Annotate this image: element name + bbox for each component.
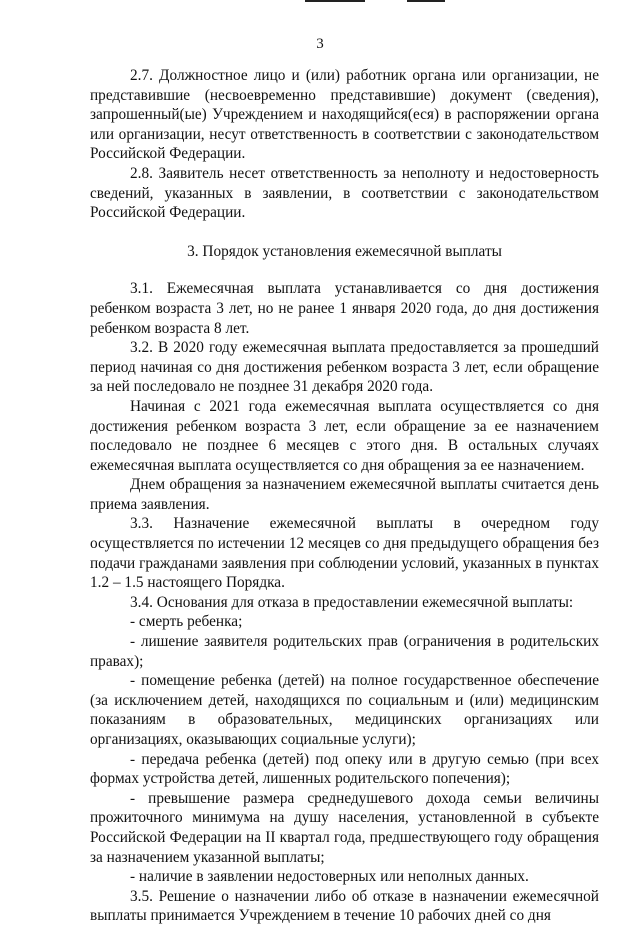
- list-item: - наличие в заявлении недостоверных или неполных данных.: [130, 868, 529, 886]
- list-item: - передача ребенка (детей) под опеку или в другую семью (при всех формах устройства детей, лишенных родительского попечения);: [90, 750, 599, 788]
- section-heading: 3. Порядок установления ежемесячной выплаты: [187, 242, 502, 260]
- paragraph-2-8: 2.8. Заявитель несет ответственность за неполноту и недостоверность сведений, указанных в заявлении, в соответствии с законодательством Российской Федерации.: [90, 164, 599, 222]
- paragraph-3-5: 3.5. Решение о назначении либо об отказе в назначении ежемесячной выплаты принимается Учреждением в течение 10 рабочих дней со дня: [90, 887, 599, 925]
- paragraph-3-3: 3.3. Назначение ежемесячной выплаты в очередном году осуществляется по истечении 12 месяцев со дня предыдущего обращения без подачи гражданами заявления при соблюдении условий, указанных в пунктах 1.2 – 1.5 настоящего Порядка.: [90, 515, 599, 592]
- paragraph-3-4: 3.4. Основания для отказа в предоставлении ежемесячной выплаты:: [130, 593, 574, 611]
- list-item: - превышение размера среднедушевого дохода семьи величины прожиточного минимума на душу населения, установленной в субъекте Российской Федерации на II квартал года, предшествующего году обращения за назначением указанной выплаты;: [90, 789, 599, 866]
- list-item: - смерть ребенка;: [130, 613, 243, 631]
- top-border-mark: [407, 0, 445, 2]
- top-border-mark: [305, 0, 365, 2]
- list-item: - помещение ребенка (детей) на полное государственное обеспечение (за исключением детей, находящихся по социальным и (или) медицинским показаниям в образовательных, медицинских организациях или организациях, оказывающих социальные услуги);: [90, 672, 599, 748]
- document-body: [90, 66, 599, 926]
- paragraph-application-day: Днем обращения за назначением ежемесячной выплаты считается день приема заявления.: [90, 476, 599, 513]
- page-number: 3: [316, 36, 324, 52]
- paragraph-2-7: 2.7. Должностное лицо и (или) работник органа или организации, не представившие (несвоевременно представившие) документ (сведения), запрошенный(ые) Учреждением и находящийся(еся) в распоряжении органа или организации, несут ответственность в соответствии с законодательством Российской Федерации.: [90, 67, 599, 163]
- paragraph-3-2: 3.2. В 2020 году ежемесячная выплата предоставляется за прошедший период начиная со дня достижения ребенком возраста 3 лет, если обращение за ней последовало не позднее 31 декабря 2020 года.: [90, 339, 599, 396]
- list-item: - лишение заявителя родительских прав (ограничения в родительских правах);: [90, 633, 599, 670]
- paragraph-2021: Начиная с 2021 года ежемесячная выплата осуществляется со дня достижения ребенком возраста 3 лет, если обращение за ее назначением последовало не позднее 6 месяцев с этого дня. В остальных случаях ежемесячная выплата осуществляется со дня обращения за ее назначением.: [90, 397, 599, 474]
- paragraph-3-1: 3.1. Ежемесячная выплата устанавливается со дня достижения ребенком возраста 3 лет, но не ранее 1 января 2020 года, до дня достижения ребенком возраста 8 лет.: [90, 280, 599, 337]
